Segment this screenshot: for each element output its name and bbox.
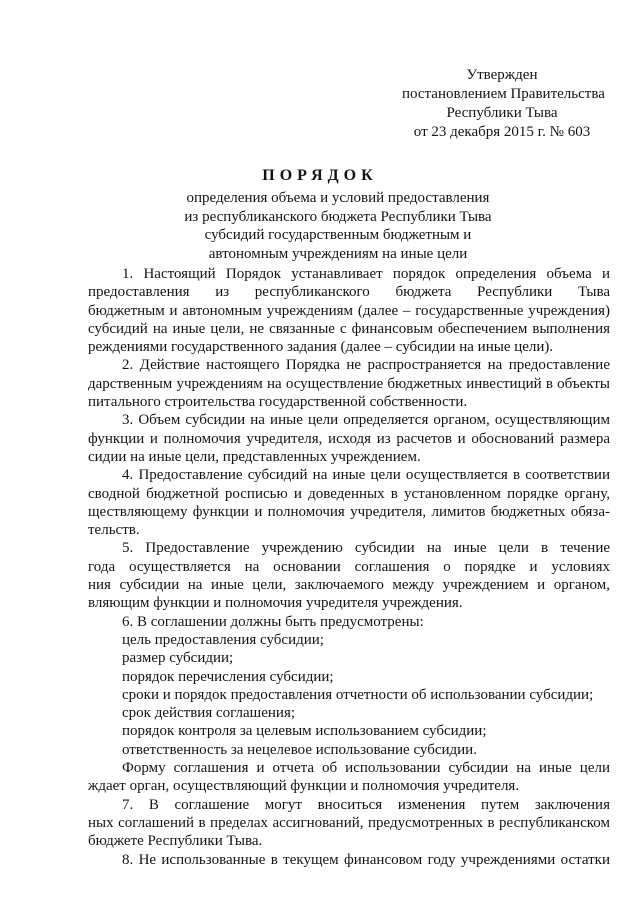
subtitle-line: автономным учреждениям на иные цели bbox=[208, 245, 468, 262]
paragraph-2-line: 2. Действие настоящего Порядка не распространяется на предоставление bbox=[122, 357, 610, 374]
list-item: цель предоставления субсидии; bbox=[122, 631, 324, 648]
list-item: размер субсидии; bbox=[122, 650, 234, 667]
paragraph-4-line: ществляющему функции и полномочия учредителя, лимитов бюджетных обяза- bbox=[88, 503, 610, 520]
paragraph-4-line: 4. Предоставление субсидий на иные цели осуществляется в соответствии bbox=[122, 467, 610, 484]
approval-line: постановлением Правительства bbox=[402, 86, 605, 102]
paragraph-5-line: года осуществляется на основании соглашения о порядке и условиях bbox=[88, 558, 610, 575]
paragraph-1-line: 1. Настоящий Порядок устанавливает порядок определения объема и bbox=[122, 266, 610, 282]
paragraph-form-line: ждает орган, осуществляющий функции и полномочия учредителя. bbox=[88, 778, 520, 795]
paragraph-1-line: реждениями государственного задания (далее – субсидии на иные цели). bbox=[88, 339, 554, 356]
paragraph-4-line: сводной бюджетной росписью и доведенных в установленном порядке органу, bbox=[88, 485, 610, 502]
list-item: срок действия соглашения; bbox=[122, 705, 296, 722]
paragraph-5-line: ния субсидии на иные цели, заключаемого между учреждением и органом, bbox=[88, 577, 610, 594]
paragraph-7-line: ных соглашений в пределах ассигнований, предусмотренных в республиканском bbox=[88, 814, 610, 831]
paragraph-1-line: бюджетным и автономным учреждениям (далее – государственные учреждения) bbox=[88, 302, 610, 319]
document-title: ПОРЯДОК bbox=[262, 167, 378, 184]
paragraph-1-line: предоставления из республиканского бюджета Республики Тыва bbox=[88, 284, 610, 301]
list-item: ответственность за нецелевое использование субсидии. bbox=[122, 741, 477, 758]
list-item: сроки и порядок предоставления отчетности об использовании субсидии; bbox=[122, 686, 594, 703]
paragraph-8-line: 8. Не использованные в текущем финансовом году учреждениями остатки bbox=[122, 851, 610, 868]
document-body bbox=[88, 265, 610, 869]
paragraph-4-line: тельств. bbox=[88, 522, 140, 539]
subtitle-line: из республиканского бюджета Республики Тыва bbox=[184, 208, 492, 225]
list-item: порядок перечисления субсидии; bbox=[122, 668, 334, 685]
paragraph-3-line: 3. Объем субсидии на иные цели определяется органом, осуществляющим bbox=[122, 412, 610, 429]
subtitle-line: определения объема и условий предоставления bbox=[186, 190, 490, 206]
paragraph-3-line: сидии на иные цели, представленных учреждением. bbox=[88, 448, 421, 465]
paragraph-2-line: питального строительства государственной собственности. bbox=[88, 394, 468, 411]
paragraph-7-line: бюджете Республики Тыва. bbox=[88, 833, 263, 850]
paragraph-5-line: вляющим функции и полномочия учредителя учреждения. bbox=[88, 595, 463, 612]
paragraph-7-line: 7. В соглашение могут вноситься изменения путем заключения bbox=[122, 796, 610, 813]
paragraph-5-line: 5. Предоставление учреждению субсидии на иные цели в течение bbox=[122, 540, 610, 557]
list-item: порядок контроля за целевым использованием субсидии; bbox=[122, 723, 487, 740]
paragraph-3-line: функции и полномочия учредителя, исходя из расчетов и обоснований размера bbox=[88, 430, 610, 447]
paragraph-6-line: 6. В соглашении должны быть предусмотрены: bbox=[122, 613, 424, 630]
paragraph-2-line: дарственным учреждениям на осуществление бюджетных инвестиций в объекты bbox=[88, 375, 610, 392]
paragraph-form-line: Форму соглашения и отчета об использовании субсидии на иные цели bbox=[122, 760, 610, 777]
approval-line: Утвержден bbox=[466, 67, 538, 83]
paragraph-1-line: субсидий на иные цели, не связанные с финансовым обеспечением выполнения bbox=[88, 320, 610, 337]
subtitle-line: субсидий государственным бюджетным и bbox=[204, 227, 472, 243]
approval-line: Республики Тыва bbox=[446, 105, 558, 121]
approval-stamp bbox=[402, 66, 605, 142]
document-subtitle bbox=[100, 189, 576, 263]
approval-date: от 23 декабря 2015 г. № 603 bbox=[413, 124, 591, 140]
